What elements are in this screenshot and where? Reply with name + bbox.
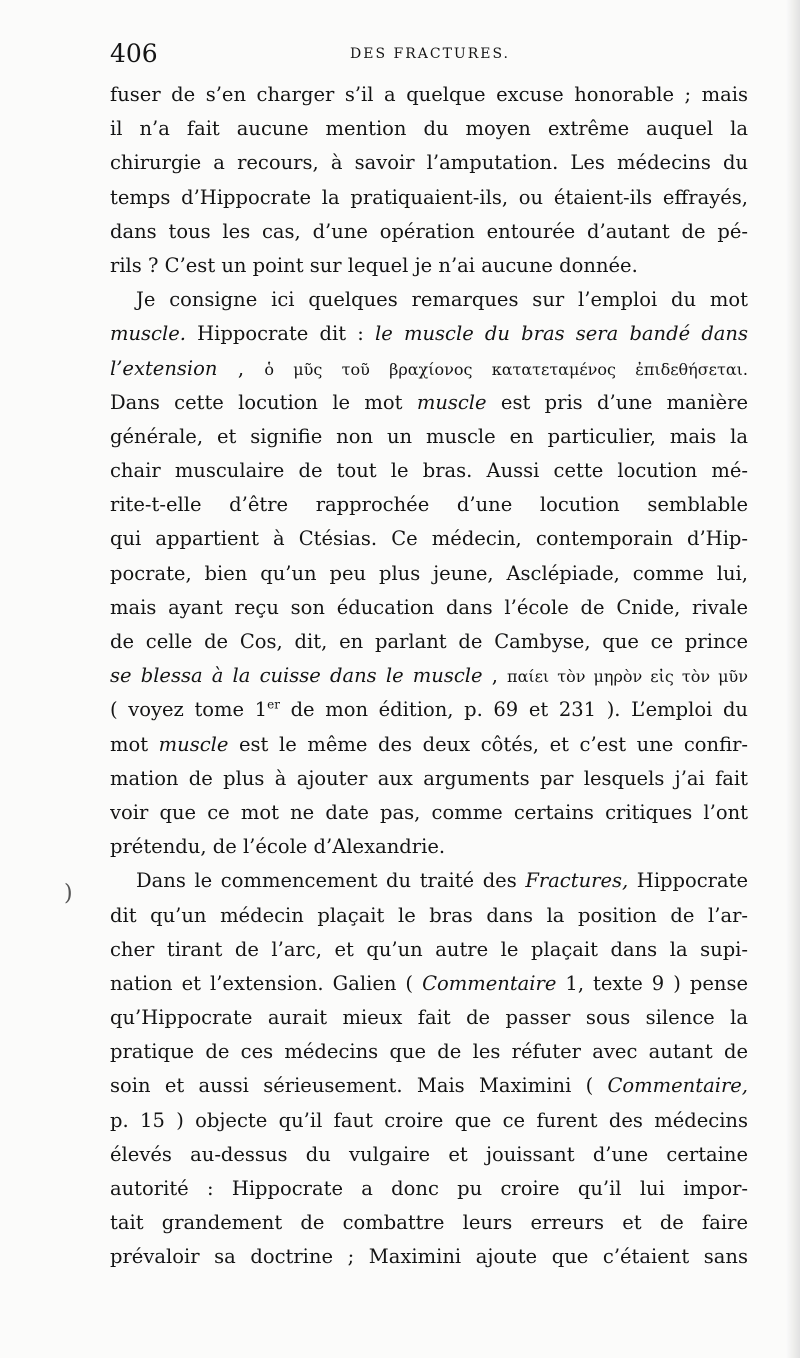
text-line: Dans le commencement du traité des Fractures, Hippocrate [136, 869, 748, 893]
text-line: mot muscle est le même des deux côtés, et c’est une confir- [110, 732, 748, 756]
text-line: dans tous les cas, d’une opération entourée d’autant de pé- [110, 219, 748, 243]
text-line: générale, et signifie non un muscle en particulier, mais la [110, 424, 748, 448]
text-line: rite-t-elle d’être rapprochée d’une locution semblable [110, 493, 748, 517]
text-line: dit qu’un médecin plaçait le bras dans la position de l’ar- [110, 903, 748, 927]
text-line: autorité : Hippocrate a donc pu croire qu’il lui impor- [110, 1177, 748, 1200]
text-line: qui appartient à Ctésias. Ce médecin, contemporain d’Hip- [110, 527, 748, 551]
text-line: chair musculaire de tout le bras. Aussi cette locution mé- [110, 459, 748, 483]
text-line: prévaloir sa doctrine ; Maximini ajoute que c’étaient sans [110, 1245, 748, 1269]
text-line: muscle. Hippocrate dit : le muscle du bras sera bandé dans [110, 322, 748, 346]
text-line: rils ? C’est un point sur lequel je n’ai aucune donnée. [110, 253, 638, 277]
text-line: de celle de Cos, dit, en parlant de Cambyse, que ce prince [110, 630, 748, 653]
text-line: prétendu, de l’école d’Alexandrie. [110, 835, 446, 859]
greek-quote: παίει τὸν μηρὸν εἰς τὸν μῦν [507, 667, 748, 687]
text-line: tait grandement de combattre leurs erreurs et de faire [110, 1211, 748, 1235]
text-line: fuser de s’en charger s’il a quelque excuse honorable ; mais [110, 83, 748, 106]
page-number: 406 [110, 39, 158, 68]
greek-quote: ὁ μῦς τοῦ βραχίονος κατατεταμένος ἐπιδεθήσεται. [264, 359, 748, 379]
text-line: ( voyez tome 1er de mon édition, p. 69 et 231 ). L’emploi du [110, 697, 748, 722]
text-line: p. 15 ) objecte qu’il faut croire que ce furent des médecins [110, 1108, 748, 1132]
text-line: se blessa à la cuisse dans le muscle , παίει τὸν μηρὸν εἰς τὸν μῦν [110, 664, 748, 688]
text-line: qu’Hippocrate aurait mieux fait de passer sous silence la [110, 1006, 748, 1030]
text-line: Je consigne ici quelques remarques sur l’emploi du mot [136, 288, 748, 312]
text-line: pocrate, bien qu’un peu plus jeune, Asclépiade, comme lui, [110, 561, 748, 585]
page-header [110, 36, 750, 76]
text-line: cher tirant de l’arc, et qu’un autre le plaçait dans la supi- [110, 937, 748, 961]
text-line: mais ayant reçu son éducation dans l’école de Cnide, rivale [110, 595, 748, 619]
page-edge-shadow [786, 0, 800, 1358]
text-line: nation et l’extension. Galien ( Commentaire 1, texte 9 ) pense [110, 971, 748, 995]
text-line: soin et aussi sérieusement. Mais Maximini ( Commentaire, [110, 1074, 748, 1098]
text-line: élevés au-dessus du vulgaire et jouissant d’une certaine [110, 1142, 748, 1166]
text-line: pratique de ces médecins que de les réfuter avec autant de [110, 1040, 748, 1064]
text-line: mation de plus à ajouter aux arguments par lesquels j’ai fait [110, 766, 748, 790]
text-line: Dans cette locution le mot muscle est pris d’une manière [110, 390, 748, 414]
text-line: temps d’Hippocrate la pratiquaient-ils, ou étaient-ils effrayés, [110, 185, 748, 209]
text-line: l’extension , ὁ μῦς τοῦ βραχίονος κατατεταμένος ἐπιδεθήσεται. [110, 356, 748, 380]
body-text [110, 78, 748, 1275]
running-head: DES FRACTURES. [350, 46, 511, 62]
text-line: voir que ce mot ne date pas, comme certains critiques l’ont [110, 800, 748, 824]
text-line: chirurgie a recours, à savoir l’amputation. Les médecins du [110, 151, 748, 175]
margin-mark: ) [64, 881, 73, 906]
text-line: il n’a fait aucune mention du moyen extrême auquel la [110, 117, 748, 141]
